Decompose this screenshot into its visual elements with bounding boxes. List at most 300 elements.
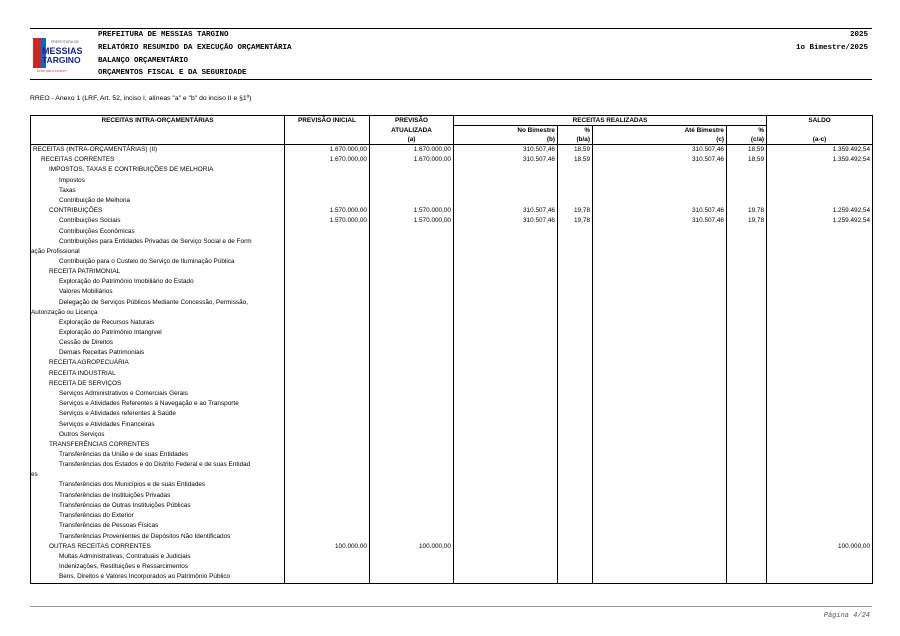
cell-pct2: 19,78 xyxy=(727,206,767,216)
row-label-text: Transferências de Instituições Privadas xyxy=(59,491,171,499)
col-header-b: (b) xyxy=(454,135,558,145)
row-label xyxy=(31,338,285,348)
cell-no-bim xyxy=(454,318,558,328)
cell-no-bim: 310.507,46 xyxy=(454,155,558,165)
svg-text:TARGINO: TARGINO xyxy=(42,55,81,65)
row-label-text: Bens, Direitos e Valores Incorporados ao Patrimônio Público xyxy=(59,573,231,581)
row-label xyxy=(31,420,285,430)
cell-saldo xyxy=(767,399,873,409)
cell-pct2 xyxy=(727,176,767,186)
cell-prev-atu xyxy=(370,501,454,511)
cell-pct1 xyxy=(558,542,593,552)
cell-saldo xyxy=(767,287,873,297)
cell-saldo xyxy=(767,420,873,430)
cell-saldo xyxy=(767,237,873,257)
cell-pct1 xyxy=(558,491,593,501)
cell-ate-bim xyxy=(593,277,727,287)
cell-saldo xyxy=(767,338,873,348)
cell-pct2 xyxy=(727,237,767,257)
cell-prev-ini xyxy=(285,521,370,531)
table-row xyxy=(31,409,873,419)
row-label xyxy=(31,521,285,531)
cell-ate-bim xyxy=(593,491,727,501)
cell-prev-ini xyxy=(285,491,370,501)
cell-prev-ini xyxy=(285,298,370,318)
table-row xyxy=(31,298,873,318)
cell-prev-ini xyxy=(285,338,370,348)
cell-pct1 xyxy=(558,257,593,267)
cell-ate-bim xyxy=(593,227,727,237)
row-label xyxy=(31,206,285,216)
cell-saldo xyxy=(767,165,873,175)
cell-prev-atu xyxy=(370,491,454,501)
cell-prev-ini xyxy=(285,430,370,440)
cell-no-bim xyxy=(454,501,558,511)
cell-pct2 xyxy=(727,186,767,196)
table-row xyxy=(31,237,873,257)
col-header-saldo: SALDO xyxy=(767,116,873,126)
row-label-text: Delegação de Serviços Públicos Mediante Concessão, Permissão, xyxy=(59,298,248,306)
cell-no-bim: 310.507,46 xyxy=(454,206,558,216)
table-row xyxy=(31,542,873,552)
table-row xyxy=(31,450,873,460)
header-year: 2025 xyxy=(849,31,868,39)
row-label xyxy=(31,267,285,277)
table-row xyxy=(31,206,873,216)
page-number: Página 4/24 xyxy=(823,612,870,620)
row-label xyxy=(31,348,285,358)
col-header-ba: (b/a) xyxy=(558,135,593,145)
cell-prev-atu xyxy=(370,227,454,237)
cell-ate-bim xyxy=(593,369,727,379)
cell-no-bim xyxy=(454,460,558,480)
cell-ate-bim xyxy=(593,552,727,562)
cell-no-bim xyxy=(454,399,558,409)
cell-pct1 xyxy=(558,409,593,419)
cell-saldo xyxy=(767,572,873,583)
table-row xyxy=(31,552,873,562)
cell-no-bim xyxy=(454,562,558,572)
cell-ate-bim xyxy=(593,165,727,175)
cell-pct1 xyxy=(558,562,593,572)
row-label xyxy=(31,237,285,257)
row-label-text: Contribuição para o Custeio do Serviço de Iluminação Pública xyxy=(59,257,235,265)
row-label xyxy=(31,379,285,389)
row-label xyxy=(31,155,285,165)
cell-pct2 xyxy=(727,511,767,521)
cell-pct2: 19,78 xyxy=(727,216,767,226)
table-row xyxy=(31,562,873,572)
cell-no-bim xyxy=(454,552,558,562)
cell-prev-atu xyxy=(370,237,454,257)
row-label-text: Exploração do Patrimônio Imobiliário do Estado xyxy=(59,278,194,286)
cell-saldo xyxy=(767,430,873,440)
cell-prev-atu xyxy=(370,450,454,460)
row-label-text: RECEITA INDUSTRIAL xyxy=(49,369,116,377)
col-header-receitas: RECEITAS INTRA-ORÇAMENTÁRIAS xyxy=(31,116,285,145)
cell-no-bim xyxy=(454,165,558,175)
row-label xyxy=(31,227,285,237)
cell-pct2 xyxy=(727,165,767,175)
table-row xyxy=(31,379,873,389)
cell-pct2 xyxy=(727,450,767,460)
table-row xyxy=(31,227,873,237)
cell-pct1: 18,59 xyxy=(558,145,593,156)
cell-saldo xyxy=(767,196,873,206)
cell-pct2 xyxy=(727,328,767,338)
cell-saldo xyxy=(767,348,873,358)
cell-prev-ini xyxy=(285,277,370,287)
cell-prev-ini xyxy=(285,369,370,379)
cell-saldo xyxy=(767,298,873,318)
cell-pct2 xyxy=(727,542,767,552)
cell-prev-atu xyxy=(370,267,454,277)
table-row xyxy=(31,430,873,440)
cell-prev-ini xyxy=(285,409,370,419)
cell-saldo xyxy=(767,318,873,328)
cell-no-bim xyxy=(454,196,558,206)
cell-saldo xyxy=(767,369,873,379)
table-row xyxy=(31,511,873,521)
row-label-text: Transferências Provenientes de Depósitos Não Identificados xyxy=(59,532,231,540)
cell-ate-bim xyxy=(593,318,727,328)
cell-no-bim xyxy=(454,257,558,267)
cell-prev-atu xyxy=(370,298,454,318)
cell-ate-bim xyxy=(593,176,727,186)
table-row xyxy=(31,257,873,267)
cell-saldo xyxy=(767,532,873,542)
cell-saldo xyxy=(767,480,873,490)
cell-no-bim xyxy=(454,440,558,450)
cell-pct2 xyxy=(727,267,767,277)
cell-prev-ini xyxy=(285,267,370,277)
row-label-text: Serviços Administrativos e Comerciais Gerais xyxy=(59,390,188,398)
col-header-atualizada: ATUALIZADA xyxy=(370,126,454,136)
cell-prev-atu: 1.670.000,00 xyxy=(370,145,454,156)
col-header-no-bimestre: No Bimestre xyxy=(454,126,558,136)
cell-saldo xyxy=(767,562,873,572)
cell-pct1 xyxy=(558,399,593,409)
cell-prev-ini xyxy=(285,552,370,562)
cell-no-bim xyxy=(454,298,558,318)
cell-ate-bim xyxy=(593,399,727,409)
cell-prev-atu xyxy=(370,257,454,267)
row-label-text: Cessão de Direitos xyxy=(59,339,113,347)
col-header-pct-ca: % xyxy=(727,126,767,136)
table-row xyxy=(31,399,873,409)
cell-prev-atu: 100.000,00 xyxy=(370,542,454,552)
cell-ate-bim: 310.507,46 xyxy=(593,145,727,156)
cell-pct1 xyxy=(558,298,593,318)
cell-prev-ini xyxy=(285,379,370,389)
cell-saldo xyxy=(767,379,873,389)
cell-prev-ini xyxy=(285,511,370,521)
row-label-text: RECEITA AGROPECUÁRIA xyxy=(49,359,129,367)
row-label-text: Contribuições Econômicas xyxy=(59,227,135,235)
cell-prev-atu xyxy=(370,176,454,186)
cell-prev-ini xyxy=(285,318,370,328)
cell-saldo xyxy=(767,358,873,368)
cell-pct1 xyxy=(558,186,593,196)
cell-saldo xyxy=(767,176,873,186)
cell-prev-atu xyxy=(370,318,454,328)
cell-pct2 xyxy=(727,358,767,368)
cell-saldo: 1.259.492,54 xyxy=(767,206,873,216)
cell-prev-ini: 1.570.000,00 xyxy=(285,206,370,216)
cell-prev-ini xyxy=(285,572,370,583)
row-label-text: Serviços e Atividades referentes à Saúde xyxy=(59,410,176,418)
cell-saldo xyxy=(767,521,873,531)
table-row xyxy=(31,369,873,379)
row-label-text: Transferências de Pessoas Físicas xyxy=(59,522,159,530)
cell-no-bim xyxy=(454,572,558,583)
cell-prev-ini xyxy=(285,399,370,409)
cell-saldo xyxy=(767,328,873,338)
table-row xyxy=(31,420,873,430)
cell-prev-ini: 1.670.000,00 xyxy=(285,145,370,156)
cell-pct1 xyxy=(558,521,593,531)
cell-saldo xyxy=(767,227,873,237)
row-label-text: Transferências dos Estados e do Distrito Federal e de suas Entidad xyxy=(59,461,251,469)
cell-prev-ini xyxy=(285,501,370,511)
row-label xyxy=(31,511,285,521)
row-label-text: Valores Mobiliários xyxy=(59,288,113,296)
row-label xyxy=(31,542,285,552)
cell-prev-atu xyxy=(370,511,454,521)
cell-ate-bim xyxy=(593,196,727,206)
cell-ate-bim xyxy=(593,389,727,399)
row-label-text: Transferências de Outras Instituições Públicas xyxy=(59,501,191,509)
table-row xyxy=(31,338,873,348)
cell-pct1 xyxy=(558,511,593,521)
cell-prev-ini xyxy=(285,165,370,175)
cell-ate-bim xyxy=(593,186,727,196)
row-label xyxy=(31,440,285,450)
svg-text:PREFEITURA DE: PREFEITURA DE xyxy=(51,40,79,44)
cell-ate-bim: 310.507,46 xyxy=(593,216,727,226)
col-header-ca: (c/a) xyxy=(727,135,767,145)
cell-prev-atu xyxy=(370,460,454,480)
table-row xyxy=(31,287,873,297)
cell-prev-ini xyxy=(285,287,370,297)
cell-no-bim xyxy=(454,491,558,501)
cell-prev-atu xyxy=(370,348,454,358)
cell-ate-bim: 310.507,46 xyxy=(593,155,727,165)
cell-pct1 xyxy=(558,338,593,348)
cell-saldo xyxy=(767,267,873,277)
row-label-text: Demais Receitas Patrimoniais xyxy=(59,349,145,357)
cell-pct2 xyxy=(727,552,767,562)
header-line-4: ORÇAMENTOS FISCAL E DA SEGURIDADE xyxy=(98,69,247,77)
cell-pct2 xyxy=(727,532,767,542)
cell-saldo: 1.359.492,54 xyxy=(767,155,873,165)
cell-pct2 xyxy=(727,480,767,490)
cell-prev-ini xyxy=(285,532,370,542)
row-label-text: TRANSFERÊNCIAS CORRENTES xyxy=(49,441,150,449)
cell-ate-bim xyxy=(593,257,727,267)
cell-prev-atu xyxy=(370,369,454,379)
row-label xyxy=(31,287,285,297)
footer-rule xyxy=(30,606,872,607)
table-row xyxy=(31,358,873,368)
col-header-c: (c) xyxy=(593,135,727,145)
cell-ate-bim xyxy=(593,287,727,297)
cell-ate-bim xyxy=(593,480,727,490)
row-label xyxy=(31,501,285,511)
cell-ate-bim xyxy=(593,430,727,440)
row-label xyxy=(31,399,285,409)
cell-pct2 xyxy=(727,420,767,430)
cell-ate-bim xyxy=(593,298,727,318)
table-row xyxy=(31,501,873,511)
cell-no-bim xyxy=(454,348,558,358)
cell-no-bim xyxy=(454,532,558,542)
cell-prev-atu xyxy=(370,420,454,430)
col-header-ate-bimestre: Até Bimestre xyxy=(593,126,727,136)
row-label-text: Transferências do Exterior xyxy=(59,512,134,520)
cell-pct1 xyxy=(558,165,593,175)
cell-pct2: 18,59 xyxy=(727,145,767,156)
report-subtitle: RREO - Anexo 1 (LRF, Art. 52, inciso I, alíneas "a" e "b" do inciso II e §1º) xyxy=(30,95,252,102)
cell-ate-bim xyxy=(593,420,727,430)
cell-pct2 xyxy=(727,521,767,531)
cell-ate-bim xyxy=(593,511,727,521)
cell-pct2 xyxy=(727,389,767,399)
cell-pct1 xyxy=(558,237,593,257)
table-row xyxy=(31,145,873,156)
cell-saldo xyxy=(767,552,873,562)
cell-pct1 xyxy=(558,277,593,287)
cell-no-bim xyxy=(454,267,558,277)
table-row xyxy=(31,328,873,338)
table-row xyxy=(31,186,873,196)
cell-prev-atu xyxy=(370,552,454,562)
cell-prev-atu xyxy=(370,480,454,490)
cell-pct1 xyxy=(558,267,593,277)
header-line-1: PREFEITURA DE MESSIAS TARGINO xyxy=(98,31,229,39)
cell-ate-bim xyxy=(593,532,727,542)
cell-pct1 xyxy=(558,369,593,379)
row-label-text: Contribuições para Entidades Privadas de Serviço Social e de Form xyxy=(59,237,252,245)
cell-pct2 xyxy=(727,501,767,511)
cell-prev-atu xyxy=(370,562,454,572)
cell-prev-atu xyxy=(370,328,454,338)
cell-pct1: 18,59 xyxy=(558,155,593,165)
cell-pct2 xyxy=(727,348,767,358)
cell-saldo: 100.000,00 xyxy=(767,542,873,552)
row-label-continuation: Autorização ou Licença xyxy=(31,308,98,316)
table-row xyxy=(31,460,873,480)
cell-prev-atu xyxy=(370,399,454,409)
cell-pct2 xyxy=(727,369,767,379)
cell-pct2 xyxy=(727,257,767,267)
cell-ate-bim xyxy=(593,572,727,583)
cell-prev-atu xyxy=(370,409,454,419)
cell-pct2 xyxy=(727,227,767,237)
cell-pct1 xyxy=(558,348,593,358)
cell-no-bim xyxy=(454,277,558,287)
cell-prev-atu xyxy=(370,379,454,389)
cell-ate-bim xyxy=(593,521,727,531)
cell-no-bim xyxy=(454,420,558,430)
cell-pct1 xyxy=(558,379,593,389)
cell-pct1 xyxy=(558,420,593,430)
row-label xyxy=(31,389,285,399)
cell-pct1 xyxy=(558,430,593,440)
cell-prev-atu xyxy=(370,532,454,542)
cell-prev-atu xyxy=(370,196,454,206)
cell-pct2 xyxy=(727,338,767,348)
cell-pct2 xyxy=(727,298,767,318)
row-label xyxy=(31,196,285,206)
cell-ate-bim: 310.507,46 xyxy=(593,206,727,216)
table-row xyxy=(31,521,873,531)
cell-prev-ini xyxy=(285,389,370,399)
cell-prev-atu xyxy=(370,572,454,583)
cell-pct2 xyxy=(727,440,767,450)
cell-prev-atu xyxy=(370,521,454,531)
table-row xyxy=(31,572,873,583)
header-line-3: BALANÇO ORÇAMENTÁRIO xyxy=(98,57,189,65)
cell-no-bim xyxy=(454,369,558,379)
cell-prev-ini xyxy=(285,358,370,368)
cell-saldo xyxy=(767,257,873,267)
cell-prev-atu xyxy=(370,186,454,196)
header-line-2: RELATÓRIO RESUMIDO DA EXECUÇÃO ORÇAMENTÁRIA xyxy=(98,44,292,52)
row-label-text: RECEITAS (INTRA-ORÇAMENTÁRIAS) (II) xyxy=(33,146,158,153)
cell-prev-ini xyxy=(285,460,370,480)
row-label xyxy=(31,369,285,379)
row-label xyxy=(31,216,285,226)
table-row xyxy=(31,348,873,358)
table-row xyxy=(31,318,873,328)
row-label-text: Contribuição de Melhoria xyxy=(59,197,131,205)
col-header-previsao: PREVISÃO xyxy=(370,116,454,126)
row-label-text: RECEITA PATRIMONIAL xyxy=(49,268,121,276)
cell-no-bim xyxy=(454,389,558,399)
cell-pct2 xyxy=(727,491,767,501)
row-label xyxy=(31,298,285,318)
cell-no-bim xyxy=(454,287,558,297)
cell-ate-bim xyxy=(593,501,727,511)
cell-prev-atu xyxy=(370,430,454,440)
row-label-text: Exploração de Recursos Naturais xyxy=(59,318,155,326)
cell-ate-bim xyxy=(593,358,727,368)
cell-pct1 xyxy=(558,501,593,511)
cell-pct2 xyxy=(727,277,767,287)
col-header-pct-ba: % xyxy=(558,126,593,136)
cell-pct1 xyxy=(558,552,593,562)
row-label-text: Contribuições Sociais xyxy=(59,217,121,225)
cell-no-bim xyxy=(454,176,558,186)
cell-pct1 xyxy=(558,572,593,583)
row-label xyxy=(31,165,285,175)
cell-pct1 xyxy=(558,480,593,490)
cell-pct2: 18,59 xyxy=(727,155,767,165)
cell-saldo: 1.259.492,54 xyxy=(767,216,873,226)
row-label xyxy=(31,145,285,156)
cell-ate-bim xyxy=(593,338,727,348)
cell-saldo: 1.359.492,54 xyxy=(767,145,873,156)
cell-no-bim xyxy=(454,521,558,531)
cell-prev-ini: 100.000,00 xyxy=(285,542,370,552)
table-row xyxy=(31,155,873,165)
cell-no-bim xyxy=(454,237,558,257)
cell-pct1 xyxy=(558,358,593,368)
row-label-text: Impostos xyxy=(59,176,85,184)
cell-saldo xyxy=(767,501,873,511)
cell-no-bim xyxy=(454,450,558,460)
